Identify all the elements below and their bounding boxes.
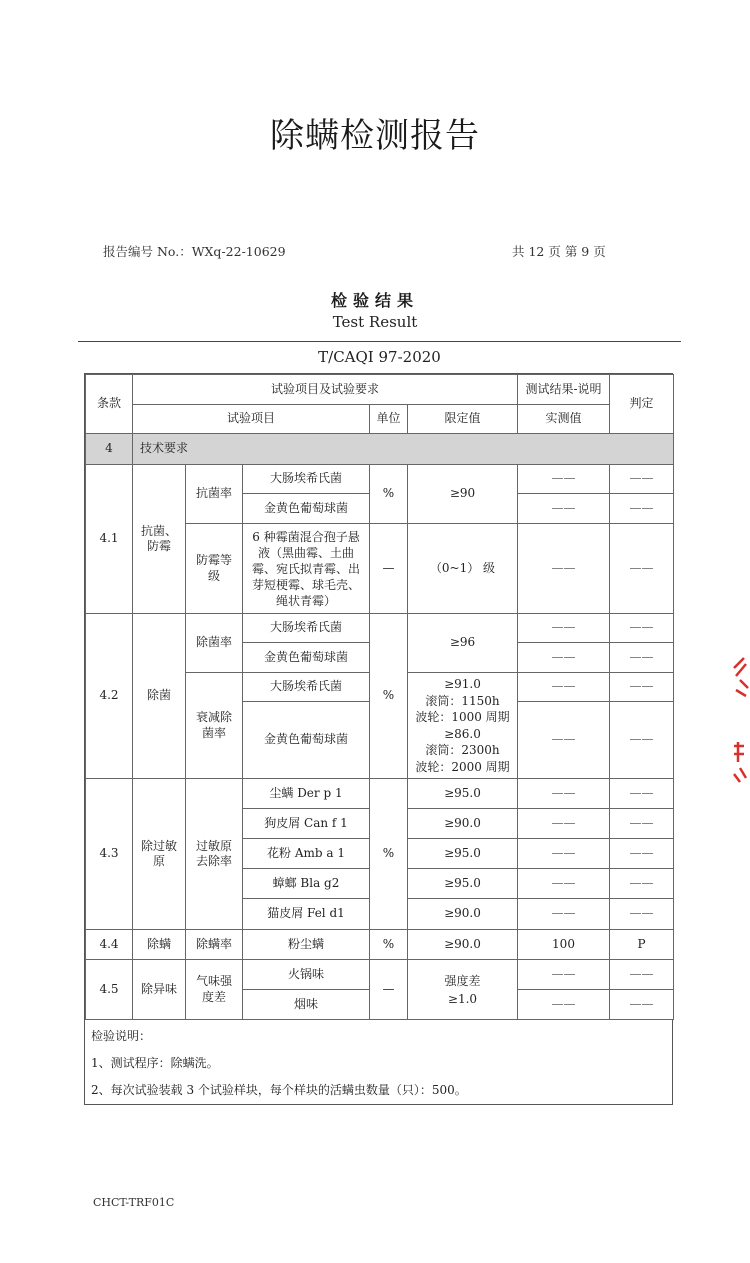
- report-number: 报告编号 No.：WXq-22-10629: [103, 244, 286, 259]
- measured-dash: ——: [517, 701, 610, 779]
- clause-4-5: 4.5: [85, 959, 133, 1020]
- item-mold-spores: 6 种霉菌混合孢子悬液（黑曲霉、土曲霉、宛氏拟青霉、出芽短梗霉、球毛壳、绳状青霉）: [242, 523, 370, 614]
- judge-dash: ——: [609, 613, 674, 643]
- notes-line: 1、测试程序：除螨洗。: [91, 1056, 219, 1070]
- item-ecoli: 大肠埃希氏菌: [242, 464, 370, 494]
- decay-limit-line: ≥86.0: [444, 726, 481, 741]
- category-antibacterial-mold: 抗菌、防霉: [132, 464, 186, 614]
- unit-percent: %: [369, 778, 408, 930]
- unit-percent: %: [369, 929, 408, 960]
- intensity-limit-line: ≥1.0: [447, 991, 478, 1006]
- item-pollen: 花粉 Amb a 1: [242, 838, 370, 869]
- decay-limit-line: 波轮：1000 周期: [415, 710, 510, 724]
- item-saureus: 金黄色葡萄球菌: [242, 493, 370, 524]
- item-hotpot-odor: 火锅味: [242, 959, 370, 990]
- measured-dash: ——: [517, 778, 610, 809]
- judge-dash: ——: [609, 493, 674, 524]
- header-test-result: 测试结果-说明: [517, 374, 610, 405]
- sub-odor-intensity: 气味强度差: [185, 959, 243, 1020]
- category-sterilization: 除菌: [132, 613, 186, 779]
- item-smoke-odor: 烟味: [242, 989, 370, 1020]
- unit-percent: %: [369, 464, 408, 524]
- limit-intensity: [407, 959, 518, 1020]
- item-cockroach: 蟑螂 Bla g2: [242, 868, 370, 899]
- limit-value: ≥90: [407, 464, 518, 524]
- header-measured: 实测值: [517, 404, 610, 434]
- header-clause: 条款: [85, 374, 133, 434]
- limit-grade: （0~1） 级: [407, 523, 518, 614]
- judge-dash: ——: [609, 868, 674, 899]
- header-unit: 单位: [369, 404, 408, 434]
- unit-none: —: [369, 523, 408, 614]
- judge-dash: ——: [609, 808, 674, 839]
- decay-limit-line: 滚筒：2300h: [425, 743, 500, 757]
- sub-allergen-rate: 过敏原去除率: [185, 778, 243, 930]
- judge-dash: ——: [609, 838, 674, 869]
- measured-dash: ——: [517, 523, 610, 614]
- limit-value: ≥90.0: [407, 929, 518, 960]
- result-table: [84, 373, 673, 1105]
- clause-4-1: 4.1: [85, 464, 133, 614]
- header-items-req: 试验项目及试验要求: [132, 374, 518, 405]
- judge-dash: ——: [609, 701, 674, 779]
- standard-code: T/CAQI 97-2020: [318, 348, 441, 366]
- decay-limit-line: 滚筒：1150h: [425, 693, 500, 708]
- item-dust-mite: 尘螨 Der p 1: [242, 778, 370, 809]
- measured-dash: ——: [517, 808, 610, 839]
- header-limit: 限定值: [407, 404, 518, 434]
- red-stamp-fragment: [726, 650, 750, 790]
- judge-dash: ——: [609, 778, 674, 809]
- judge-dash: ——: [609, 989, 674, 1020]
- measured-dash: ——: [517, 959, 610, 990]
- notes-line: 2、每次试验装载 3 个试验样块，每个样块的活螨虫数量（只）：500。: [91, 1083, 467, 1097]
- item-saureus: 金黄色葡萄球菌: [242, 642, 370, 673]
- category-deodor: 除异味: [132, 959, 186, 1020]
- item-cat-dander: 猫皮屑 Fel d1: [242, 898, 370, 930]
- sub-mite-removal-rate: 除螨率: [185, 929, 243, 960]
- limit-value: ≥95.0: [407, 868, 518, 899]
- category-allergen: 除过敏原: [132, 778, 186, 930]
- item-saureus: 金黄色葡萄球菌: [242, 701, 370, 779]
- limit-value: ≥96: [407, 613, 518, 673]
- judge-pass: P: [609, 929, 674, 960]
- measured-dash: ——: [517, 838, 610, 869]
- unit-none: —: [369, 959, 408, 1020]
- page-count: 共 12 页 第 9 页: [512, 244, 606, 259]
- measured-value: 100: [517, 929, 610, 960]
- result-subtitle: Test Result: [332, 313, 418, 331]
- header-judge: 判定: [609, 374, 674, 434]
- test-notes: [85, 1019, 674, 1108]
- limit-decay: [407, 672, 518, 779]
- measured-dash: ——: [517, 868, 610, 899]
- notes-title: 检验说明：: [91, 1029, 152, 1043]
- judge-dash: ——: [609, 464, 674, 494]
- intensity-limit-line: 强度差: [444, 973, 481, 988]
- category-mite-removal: 除螨: [132, 929, 186, 960]
- measured-dash: ——: [517, 642, 610, 673]
- item-dog-dander: 狗皮屑 Can f 1: [242, 808, 370, 839]
- sub-removal-rate: 除菌率: [185, 613, 243, 673]
- item-dust-mite-powder: 粉尘螨: [242, 929, 370, 960]
- item-ecoli: 大肠埃希氏菌: [242, 672, 370, 702]
- sub-mold-grade: 防霉等级: [185, 523, 243, 614]
- decay-limit-line: ≥91.0: [444, 677, 481, 691]
- title-divider: [78, 341, 681, 342]
- measured-dash: ——: [517, 493, 610, 524]
- clause-4-3: 4.3: [85, 778, 133, 930]
- judge-dash: ——: [609, 672, 674, 702]
- limit-value: ≥95.0: [407, 778, 518, 809]
- result-title: 检验结果: [330, 291, 419, 310]
- judge-dash: ——: [609, 959, 674, 990]
- judge-dash: ——: [609, 898, 674, 930]
- unit-percent: %: [369, 613, 408, 779]
- item-ecoli: 大肠埃希氏菌: [242, 613, 370, 643]
- measured-dash: ——: [517, 989, 610, 1020]
- measured-dash: ——: [517, 672, 610, 702]
- limit-value: ≥90.0: [407, 808, 518, 839]
- header-item: 试验项目: [132, 404, 370, 434]
- sub-decay-rate: 衰减除菌率: [185, 672, 243, 779]
- decay-limit-line: 波轮：2000 周期: [415, 759, 510, 774]
- page-title: 除螨检测报告: [270, 116, 480, 156]
- sub-antibacterial-rate: 抗菌率: [185, 464, 243, 524]
- limit-value: ≥90.0: [407, 898, 518, 930]
- judge-dash: ——: [609, 642, 674, 673]
- clause-4-4: 4.4: [85, 929, 133, 960]
- section-title: 技术要求: [132, 433, 674, 465]
- clause-4-2: 4.2: [85, 613, 133, 779]
- section-number: 4: [85, 433, 133, 465]
- limit-value: ≥95.0: [407, 838, 518, 869]
- measured-dash: ——: [517, 898, 610, 930]
- judge-dash: ——: [609, 523, 674, 614]
- measured-dash: ——: [517, 464, 610, 494]
- measured-dash: ——: [517, 613, 610, 643]
- form-code: CHCT-TRF01C: [93, 1196, 175, 1209]
